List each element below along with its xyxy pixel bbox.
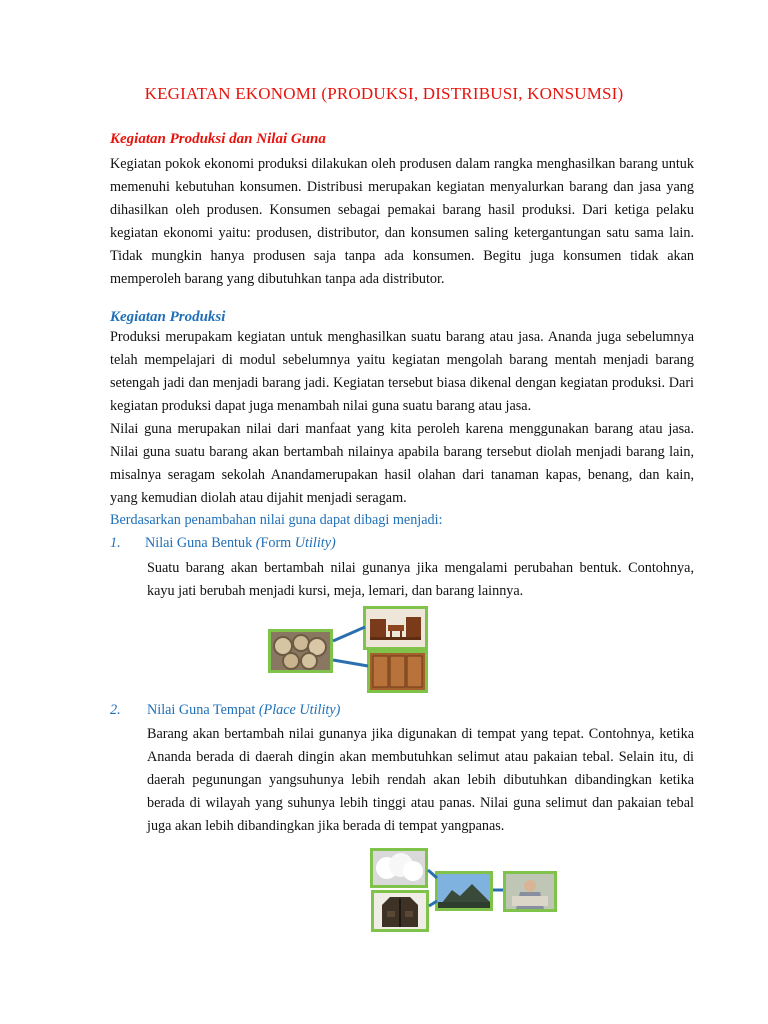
cabinet-icon [370, 653, 425, 690]
text-line: juga akan lebih dibandingkan jika berada di tempat yangpanas. [147, 818, 505, 834]
text-line: berada di wilayah yang suhunya lebih tinggi atau panas. Nilai guna selimut dan pakaian tebal [147, 795, 694, 811]
text-line: kegiatan produksi dapat juga menambah nilai guna suatu barang atau jasa. [110, 398, 532, 414]
list-title-paren: ( [255, 535, 261, 551]
text-line: yang kemudian diolah atau dijahit menjadi seragam. [110, 490, 407, 506]
page-title: KEGIATAN EKONOMI (PRODUKSI, DISTRIBUSI, KONSUMSI) [144, 84, 624, 103]
list-title-italic: Utility) [294, 535, 336, 551]
text-line: Tidak mungkin hanya produsen saja tanpa ada konsumen. Begitu juga konsumen tidak akan [110, 248, 694, 264]
section-heading-kegiatan-produksi: Kegiatan Produksi [110, 309, 226, 325]
wood-logs-icon [271, 632, 330, 670]
text-line: Suatu barang akan bertambah nilai gunanya jika mengalami perubahan bentuk. Contohnya, [147, 560, 694, 576]
text-line: memenuhi kebutuhan konsumen. Distribusi merupakan kegiatan menyalurkan barang dan jasa yang [110, 179, 694, 195]
text-line: Kegiatan pokok ekonomi produksi dilakukan oleh produsen dalam rangka menghasilkan barang untuk [110, 156, 694, 172]
text-line: misalnya seragam sekolah Anandamerupakan hasil olahan dari tanaman kapas, benang, dan kain, [110, 467, 694, 483]
text-line: Barang akan bertambah nilai gunanya jika digunakan di tempat yang tepat. Contohnya, ketika [147, 726, 694, 742]
jacket-image [371, 890, 429, 932]
text-line: daerah pegunungan yangsuhunya lebih rendah akan lebih dibutuhkan dibandingkan ketika [147, 772, 694, 788]
wooden-cabinet-image [367, 650, 428, 693]
section-heading-produksi-nilai-guna: Kegiatan Produksi dan Nilai Guna [110, 131, 326, 147]
item1-paragraph [147, 557, 694, 603]
cotton-image [370, 848, 428, 888]
furniture-set-image [363, 606, 428, 650]
person-icon [506, 874, 554, 909]
connector-line [333, 660, 368, 666]
list-title-place-utility [147, 702, 340, 719]
connector-line [333, 627, 365, 641]
section1-paragraph [110, 153, 694, 291]
text-line: Ananda berada di daerah dingin akan membutuhkan selimut atau pakaian tebal. Selain itu, di [147, 749, 694, 765]
mountain-icon [438, 874, 490, 908]
item2-paragraph [147, 723, 694, 838]
list-title-plain: Form [260, 535, 295, 551]
text-line: kegiatan ekonomi yaitu: produsen, distributor, dan konsumen saling ketergantungan satu sama lain. [110, 225, 694, 241]
mountain-image [435, 871, 493, 911]
person-with-blanket-image [503, 871, 557, 912]
wood-logs-image [268, 629, 333, 673]
list-title-text: Nilai Guna Tempat [147, 702, 259, 718]
list-title-form-utility [145, 535, 336, 552]
text-line: memperoleh barang yang dibutuhkan tanpa ada distributor. [110, 271, 445, 287]
list-number-1: 1. [110, 535, 121, 551]
text-line: setengah jadi dan menjadi barang jadi. Kegiatan tersebut biasa dikenal dengan kegiatan produksi. Dari [110, 375, 694, 391]
text-line: telah mempelajari di modul sebelumnya yaitu kegiatan mengolah barang mentah menjadi barang [110, 352, 694, 368]
section2-paragraph [110, 326, 694, 510]
furniture-icon [366, 609, 425, 647]
text-line: dihasilkan oleh produsen. Konsumen sebagai pemakai barang hasil produksi. Dari ketiga pelaku [110, 202, 694, 218]
list-title-text: Nilai Guna Bentuk [145, 535, 256, 551]
list-intro: Berdasarkan penambahan nilai guna dapat dibagi menjadi: [110, 512, 443, 528]
list-number-2: 2. [110, 702, 121, 718]
text-line: Nilai guna suatu barang akan bertambah nilainya apabila barang tersebut diolah menjadi barang lain, [110, 444, 694, 460]
jacket-icon [374, 893, 426, 929]
text-line: Produksi merupakam kegiatan untuk menghasilkan suatu barang atau jasa. Ananda juga sebelumnya [110, 329, 694, 345]
text-line: Nilai guna merupakan nilai dari manfaat yang kita peroleh karena menggunakan barang atau jasa. [110, 421, 694, 437]
cotton-icon [373, 851, 425, 885]
list-title-italic: (Place Utility) [258, 702, 341, 718]
text-line: kayu jati berubah menjadi kursi, meja, lemari, dan barang lainnya. [147, 583, 524, 599]
